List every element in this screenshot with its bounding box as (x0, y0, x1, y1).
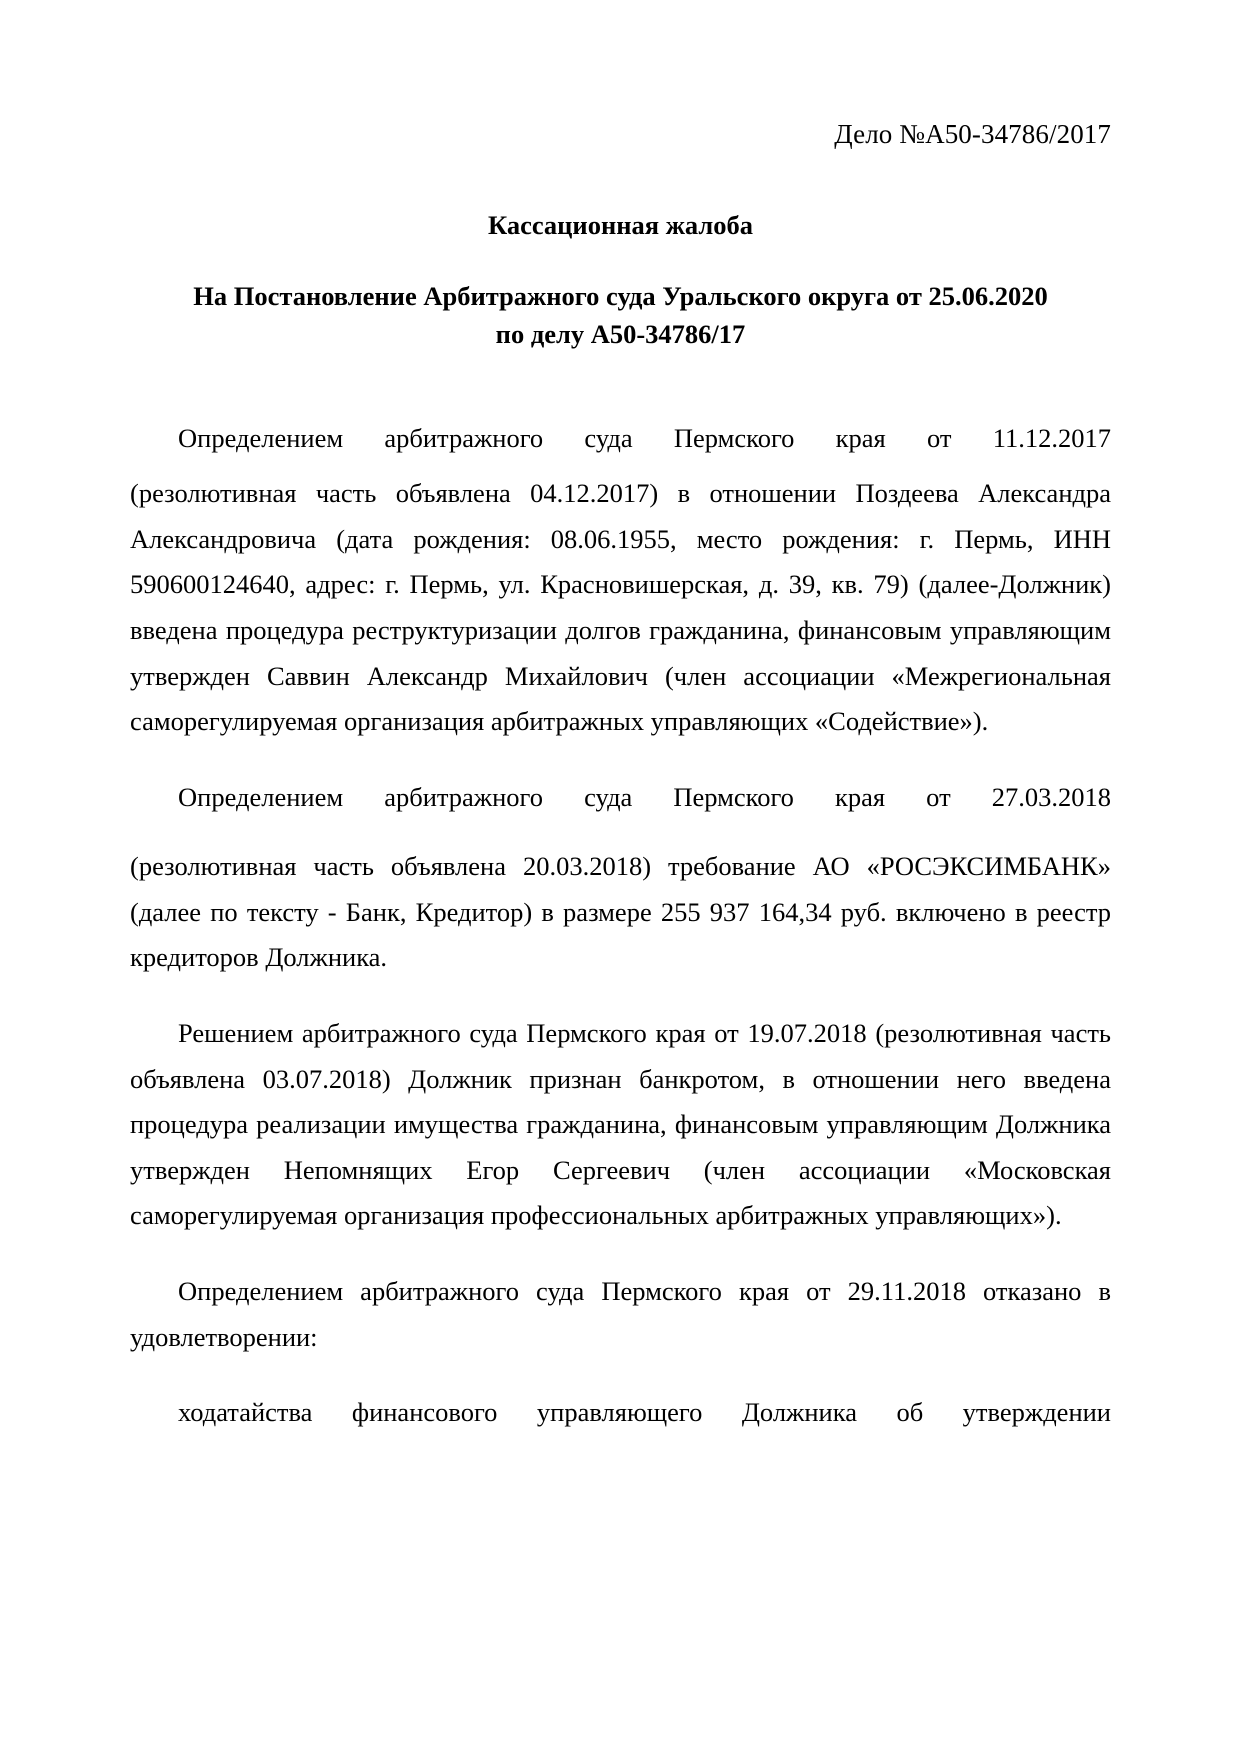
paragraph-1-opening-line-text: Определением арбитражного суда Пермского края от 11.12.2017 (178, 422, 1111, 453)
paragraph-2-body: (резолютивная часть объявлена 20.03.2018) требование АО «РОСЭКСИМБАНК» (далее по тексту - Банк, Кредитор) в размере 255 937 164,34 руб. включено в реестр кредиторов Должника. (130, 851, 1111, 973)
paragraph-1-opening-line (130, 416, 1111, 462)
paragraph-5-petition-text: ходатайства финансового управляющего Должника об утверждении (178, 1397, 1111, 1428)
document-body (130, 416, 1111, 1436)
paragraph-2-opening-line (130, 775, 1111, 821)
paragraph-5-petition (130, 1390, 1111, 1436)
paragraph-4-refusal: Определением арбитражного суда Пермского края от 29.11.2018 отказано в удовлетворении: (130, 1275, 1111, 1352)
paragraph-2-opening-line-text: Определением арбитражного суда Пермского края от 27.03.2018 (178, 781, 1111, 812)
paragraph-1-body: (резолютивная часть объявлена 04.12.2017) в отношении Поздеева Александра Александровича (дата рождения: 08.06.1955, место рождения: г. Пермь, ИНН 590600124640, адрес: г. Пермь, ул. Красновишерская, д. 39, кв. 79) (далее-Должник) введена процедура реструктуризации долгов гражданина, финансовым управляющим утвержден Саввин Александр Михайлович (член ассоциации «Межрегиональная саморегулируемая организация арбитражных управляющих «Содействие»). (130, 478, 1111, 737)
document-subtitle-line-1: На Постановление Арбитражного суда Уральского округа от 25.06.2020 (193, 280, 1048, 311)
title-block (130, 208, 1111, 353)
document-subtitle-line-2: по делу А50-34786/17 (495, 319, 746, 350)
document-title: Кассационная жалоба (487, 210, 754, 241)
document-subtitle (130, 277, 1111, 354)
paragraph-3-bankruptcy-decision: Решением арбитражного суда Пермского края от 19.07.2018 (резолютивная часть объявлена 03.07.2018) Должник признан банкротом, в отношении него введена процедура реализации имущества гражданина, финансовым управляющим Должника утвержден Непомнящих Егор Сергеевич (член ассоциации «Московская саморегулируемая организация профессиональных арбитражных управляющих»). (130, 1018, 1111, 1231)
case-number-header: Дело №А50-34786/2017 (834, 119, 1111, 149)
